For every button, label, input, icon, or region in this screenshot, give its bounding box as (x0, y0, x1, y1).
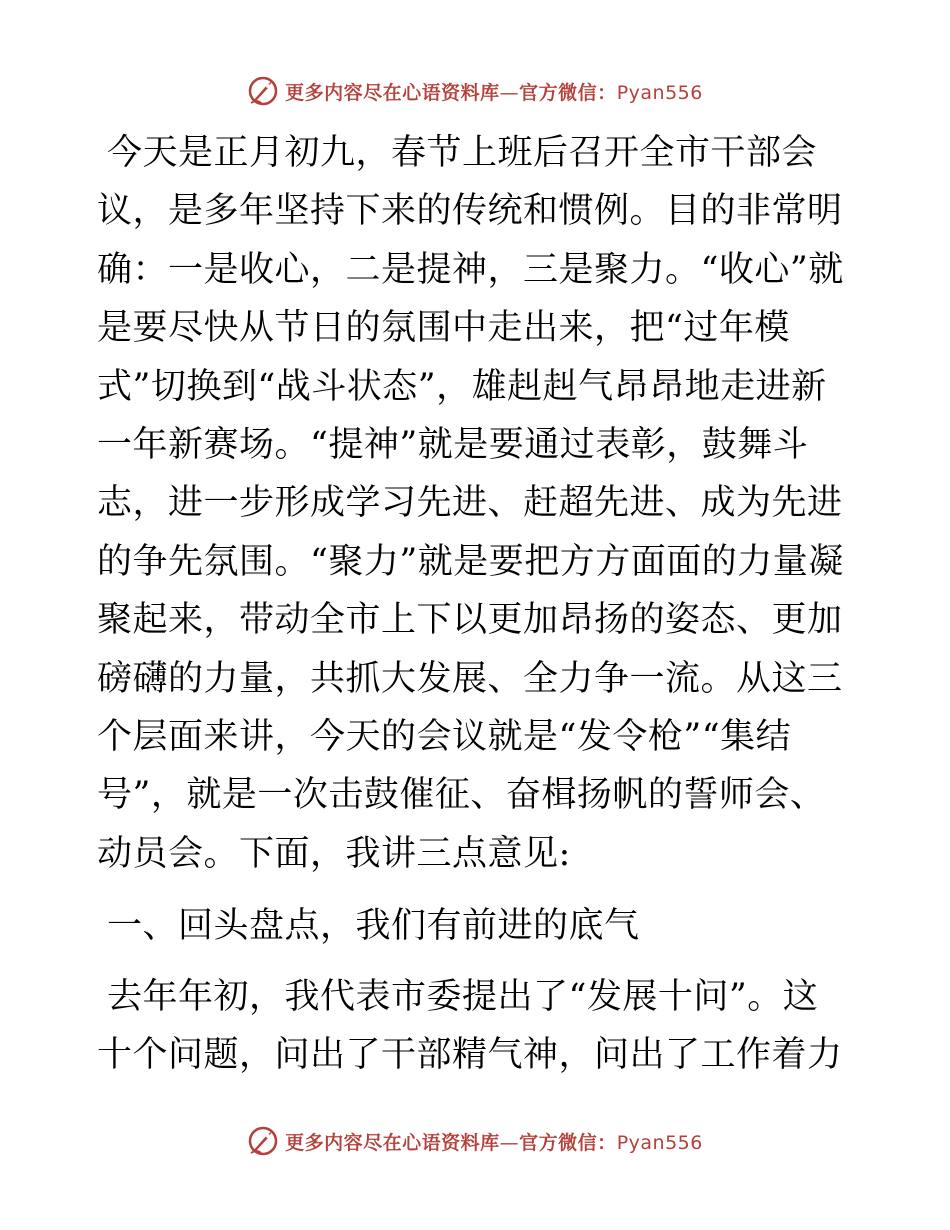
footer-banner-text (285, 1128, 703, 1155)
banner-official-label: 官方微信： (519, 1131, 617, 1154)
header-banner-text (285, 78, 703, 105)
document-body (97, 124, 853, 1085)
body-paragraph-1: 今天是正月初九，春节上班后召开全市干部会议，是多年坚持下来的传统和惯例。目的非常明确：一是收心，二是提神，三是聚力。“收心”就是要尽快从节日的氛围中走出来，把“过年模式”切换到“战斗状态”，雄赳赳气昂昂地走进新一年新赛场。“提神”就是要通过表彰，鼓舞斗志，进一步形成学习先进、赶超先进、成为先进的争先氛围。“聚力”就是要把方方面面的力量凝聚起来，带动全市上下以更加昂扬的姿态、更加磅礴的力量，共抓大发展、全力争一流。从这三个层面来讲，今天的会议就是“发令枪”“集结号”，就是一次击鼓催征、奋楫扬帆的誓师会、动员会。下面，我讲三点意见: (97, 133, 844, 874)
banner-dash: — (499, 81, 520, 104)
fountain-pen-logo-icon (247, 75, 279, 107)
banner-account: Pyan556 (616, 81, 703, 104)
banner-main-text: 更多内容尽在心语资料库 (285, 81, 500, 104)
banner-account: Pyan556 (616, 1131, 703, 1154)
footer-banner (0, 1121, 950, 1161)
fountain-pen-logo-icon (247, 1125, 279, 1157)
banner-main-text: 更多内容尽在心语资料库 (285, 1131, 500, 1154)
banner-dash: — (499, 1131, 520, 1154)
section-heading-1: 一、回头盘点，我们有前进的底气 (107, 906, 640, 947)
footer-banner-inner (247, 1125, 703, 1157)
banner-official-label: 官方微信： (519, 81, 617, 104)
header-banner (0, 71, 950, 111)
body-paragraph-2: 去年年初，我代表市委提出了“发展十问”。这十个问题，问出了干部精气神，问出了工作着力 (97, 976, 843, 1076)
header-banner-inner (247, 75, 703, 107)
